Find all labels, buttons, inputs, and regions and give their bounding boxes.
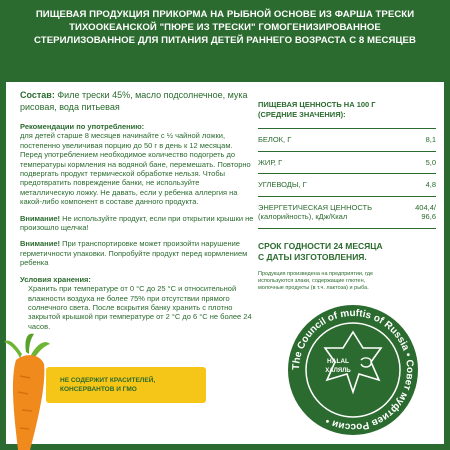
nutrient-value: 5,0 (425, 157, 436, 167)
warning-text: При транспортировке может произойти нарушение герметичности упаковки. Попробуйте продукт перед кормлением ребенка (20, 239, 248, 268)
composition-text: Филе трески 45%, масло подсолнечное, мука рисовая, вода питьевая (20, 90, 248, 112)
nutrient-label: БЕЛОК, Г (258, 135, 292, 144)
composition (20, 90, 255, 113)
nutrition-row-energy (258, 196, 436, 229)
nutrition-title-line-1: ПИЩЕВАЯ ЦЕННОСТЬ НА 100 Г (258, 100, 376, 109)
nutrient-value: 8,1 (425, 135, 436, 144)
recommendations-title: Рекомендации по употреблению: (20, 122, 145, 131)
shelf-life (258, 241, 436, 263)
product-title-line-3: СТЕРИЛИЗОВАННОЕ ДЛЯ ПИТАНИЯ ДЕТЕЙ РАННЕГО ВОЗРАСТА С 8 МЕСЯЦЕВ (34, 35, 416, 46)
energy-value-line-2: 96,6 (421, 212, 436, 221)
nutrition-row-carbs (258, 173, 436, 196)
halal-seal (283, 300, 423, 440)
nutrition-row-fat (258, 151, 436, 174)
nutrition-title (258, 100, 436, 120)
production-note: Продукция произведена на предприятии, где используются злаки, содержащие глютен, молочные продукты (в т.ч. лактоза) и рыба. (258, 270, 374, 291)
energy-label-line-2: (калорийность), кДж/Ккал (258, 212, 348, 221)
warning-text: Не используйте продукт, если при открытии крышки не произошло щелчка! (20, 213, 254, 233)
nutrient-value (415, 203, 436, 222)
nutrient-value: 4,8 (425, 180, 436, 189)
nutrition-column (258, 100, 436, 292)
recommendations (20, 122, 255, 207)
storage-title: Условия хранения: (20, 274, 91, 284)
halal-latin-label: HALAL (326, 358, 350, 365)
recommendations-text: для детей старше 8 месяцев начинайте с ½ чайной ложки, постепенно увеличивая порцию до 50 г в день к 12 месяцам. Перед употреблением необходимое количество подогреть до температуры кормления на водяной бане, перемешать. Повторно подвергать продукт термической обработке нельзя. Чтобы предотвратить повреждение банки, не используйте металлическую ложку. Не давать, если у ребенка аллергия на какой-либо компонент в составе данного продукта. (20, 131, 251, 207)
product-title (0, 0, 450, 82)
seal-ring-text: The Council of muftis of Russia • Совет муфтиев России • (290, 307, 416, 433)
energy-value-line-1: 404,4/ (415, 202, 436, 212)
carrot-icon (0, 332, 60, 450)
warning-click (20, 214, 255, 233)
storage-text: Хранить при температуре от 0 °С до 25 °С и относительной влажности воздуха не более 75% при отсутствии прямого солнечного света. После вскрытия банку хранить с плотно закрытой крышкой при температуре от 2 °С до 6 °С не более 24 часов. (28, 284, 252, 331)
product-title-line-1: ПИЩЕВАЯ ПРОДУКЦИЯ ПРИКОРМА НА РЫБНОЙ ОСНОВЕ ИЗ ФАРША ТРЕСКИ (35, 9, 415, 20)
badge-line-2: КОНСЕРВАНТОВ И ГМО (60, 386, 137, 393)
warning-transport (20, 239, 255, 267)
product-title-line-2: ТИХООКЕАНСКОЙ "ПЮРЕ ИЗ ТРЕСКИ" ГОМОГЕНИЗИРОВАННОЕ (69, 22, 381, 33)
halal-cyrillic-label: ХАЛЯЛЬ (325, 368, 351, 374)
nutrition-title-line-2: (СРЕДНИЕ ЗНАЧЕНИЯ): (258, 110, 346, 119)
badge-line-1: НЕ СОДЕРЖИТ КРАСИТЕЛЕЙ, (60, 377, 156, 384)
nutrient-label: УГЛЕВОДЫ, Г (258, 180, 307, 189)
warning-label: Внимание! (20, 213, 60, 223)
info-column (20, 90, 255, 338)
composition-label: Состав: (20, 90, 55, 100)
shelf-life-line-1: СРОК ГОДНОСТИ 24 МЕСЯЦА (258, 240, 383, 251)
energy-label-line-1: ЭНЕРГЕТИЧЕСКАЯ ЦЕННОСТЬ (258, 202, 373, 212)
storage (20, 275, 255, 331)
nutrient-label (258, 203, 372, 222)
shelf-life-line-2: С ДАТЫ ИЗГОТОВЛЕНИЯ. (258, 251, 367, 262)
nutrition-row-protein (258, 128, 436, 151)
nutrient-label: ЖИР, Г (258, 157, 283, 167)
warning-label: Внимание! (20, 239, 60, 249)
no-additives-badge (46, 367, 206, 403)
